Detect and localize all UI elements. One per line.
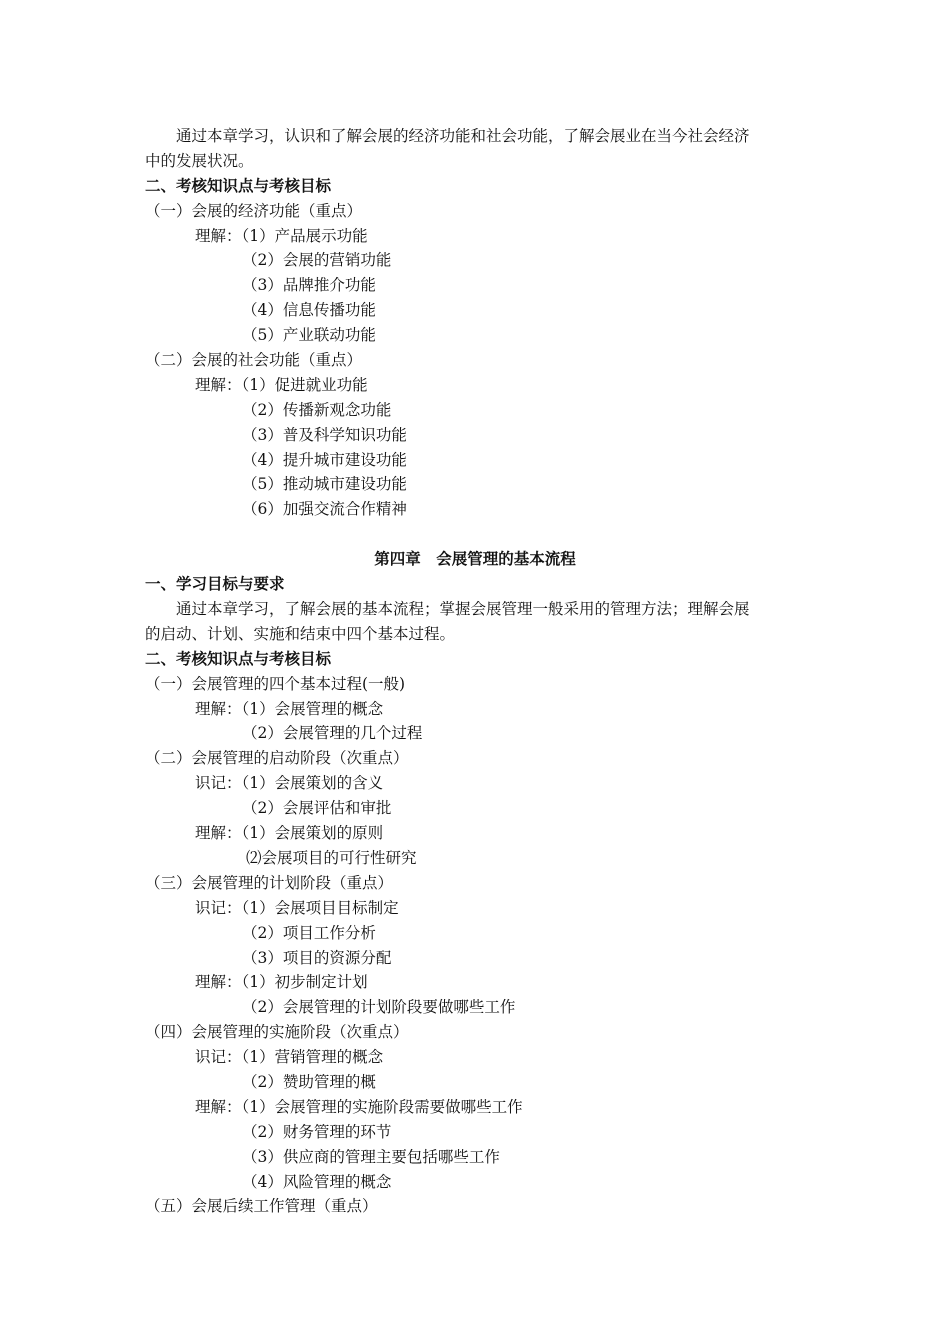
document-page xyxy=(145,124,805,1219)
list-item: （2）赞助管理的概 xyxy=(242,1072,376,1091)
block-label: 识记：（1）营销管理的概念 xyxy=(195,1048,384,1067)
chapter-paragraph-line: 通过本章学习，了解会展的基本流程；掌握会展管理一般采用的管理方法；理解会展 xyxy=(176,600,750,619)
chapter-title: 第四章 会展管理的基本流程 xyxy=(374,549,576,569)
block-label: 理解：（1）会展策划的原则 xyxy=(195,824,384,843)
block-heading: （四）会展管理的实施阶段（次重点） xyxy=(145,1023,409,1042)
section-title: 二、考核知识点与考核目标 xyxy=(145,648,332,668)
list-item: （6）加强交流合作精神 xyxy=(242,500,407,519)
list-item: （3）项目的资源分配 xyxy=(242,948,392,967)
block-heading: （一）会展的经济功能（重点） xyxy=(145,201,363,220)
list-item: （5）推动城市建设功能 xyxy=(242,475,407,494)
intro-paragraph-line: 中的发展状况。 xyxy=(145,151,254,170)
block-label: 识记：（1）会展项目目标制定 xyxy=(195,898,399,917)
list-item: （3）普及科学知识功能 xyxy=(242,425,407,444)
section-title: 一、学习目标与要求 xyxy=(145,574,285,594)
intro-paragraph-line: 通过本章学习，认识和了解会展的经济功能和社会功能，了解会展业在当今社会经济 xyxy=(176,127,750,145)
list-item: （4）风险管理的概念 xyxy=(242,1172,392,1191)
block-heading: （三）会展管理的计划阶段（重点） xyxy=(145,873,394,892)
block-label: 理解：（1）初步制定计划 xyxy=(195,973,368,992)
block-label: 理解：（1）促进就业功能 xyxy=(195,375,368,394)
block-heading: （五）会展后续工作管理（重点） xyxy=(145,1197,378,1216)
list-item: （3）供应商的管理主要包括哪些工作 xyxy=(242,1147,500,1166)
list-item: （4）信息传播功能 xyxy=(242,301,376,320)
block-label: 理解：（1）产品展示功能 xyxy=(195,226,368,245)
list-item: ⑵会展项目的可行性研究 xyxy=(246,848,417,867)
chapter-paragraph-line: 的启动、计划、实施和结束中四个基本过程。 xyxy=(145,624,456,643)
list-item: （4）提升城市建设功能 xyxy=(242,450,407,469)
block-label: 识记：（1）会展策划的含义 xyxy=(195,774,384,793)
list-item: （2）会展管理的几个过程 xyxy=(242,724,423,743)
block-heading: （二）会展管理的启动阶段（次重点） xyxy=(145,749,409,768)
block-label: 理解：（1）会展管理的概念 xyxy=(195,699,384,718)
list-item: （2）项目工作分析 xyxy=(242,923,376,942)
block-heading: （二）会展的社会功能（重点） xyxy=(145,351,363,370)
list-item: （2）财务管理的环节 xyxy=(242,1122,392,1141)
list-item: （5）产业联动功能 xyxy=(242,326,376,345)
list-item: （2）会展管理的计划阶段要做哪些工作 xyxy=(242,998,516,1017)
list-item: （2）会展的营销功能 xyxy=(242,251,392,270)
section-title: 二、考核知识点与考核目标 xyxy=(145,175,332,195)
block-label: 理解：（1）会展管理的实施阶段需要做哪些工作 xyxy=(195,1097,523,1116)
block-heading: （一）会展管理的四个基本过程(一般) xyxy=(145,674,406,693)
list-item: （2）传播新观念功能 xyxy=(242,400,392,419)
list-item: （2）会展评估和审批 xyxy=(242,799,392,818)
list-item: （3）品牌推介功能 xyxy=(242,276,376,295)
